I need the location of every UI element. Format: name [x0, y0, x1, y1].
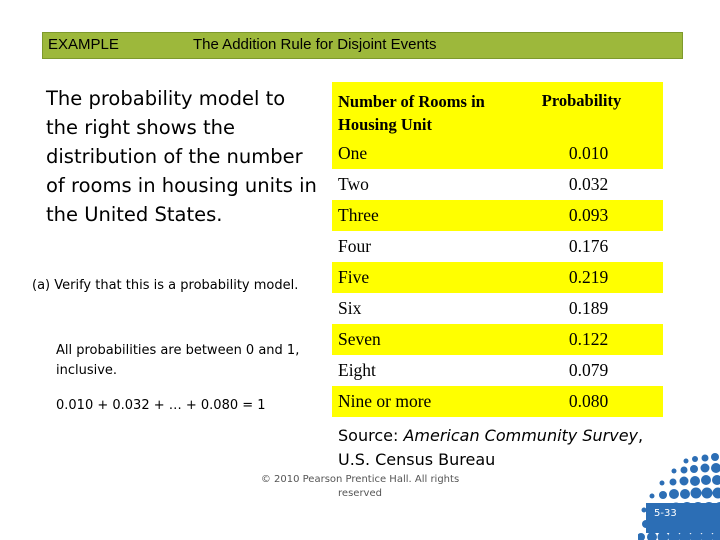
- cell-probability: 0.122: [568, 329, 609, 349]
- cell-rooms: Five: [338, 267, 370, 287]
- header-rooms: Number of Rooms in Housing Unit: [338, 92, 485, 134]
- slide-badge: [638, 453, 720, 540]
- cell-rooms: Two: [338, 174, 369, 194]
- cell-rooms: Eight: [338, 360, 376, 380]
- cell-rooms: Three: [338, 205, 379, 225]
- source-prefix: Source:: [338, 426, 404, 445]
- table-row: [332, 169, 663, 200]
- table-header: [332, 82, 663, 138]
- cell-probability: 0.010: [568, 143, 609, 163]
- cell-rooms: One: [338, 143, 368, 163]
- source-note: [338, 424, 668, 472]
- intro-paragraph: The probability model to the right shows the distribution of the number of rooms in housing units in the United States.: [46, 87, 317, 226]
- dot-grid-icon: [638, 453, 720, 540]
- slide-number: 5-33: [654, 508, 677, 519]
- cell-probability: 0.176: [568, 236, 609, 256]
- example-label: EXAMPLE: [48, 36, 119, 53]
- table-row: [332, 200, 663, 231]
- cell-probability: 0.093: [568, 205, 609, 225]
- table-row: [332, 262, 663, 293]
- table-row: [332, 293, 663, 324]
- table-row: [332, 231, 663, 262]
- source-name: American Community Survey: [403, 426, 639, 445]
- cell-rooms: Four: [338, 236, 372, 256]
- table-row: [332, 324, 663, 355]
- header-probability: Probability: [541, 91, 622, 110]
- cell-rooms: Six: [338, 298, 362, 318]
- cell-probability: 0.189: [568, 298, 609, 318]
- table-row: [332, 386, 663, 417]
- cell-rooms: Nine or more: [338, 391, 432, 411]
- cell-rooms: Seven: [338, 329, 381, 349]
- cell-probability: 0.032: [568, 174, 609, 194]
- probability-table: [332, 82, 663, 417]
- part-a-answer-range: All probabilities are between 0 and 1, inclusive.: [56, 343, 300, 378]
- cell-probability: 0.079: [568, 360, 609, 380]
- source-suffix: , U.S. Census Bureau: [338, 426, 644, 469]
- part-a-question: (a) Verify that this is a probability model.: [32, 278, 299, 293]
- cell-probability: 0.080: [568, 391, 609, 411]
- copyright-notice: © 2010 Pearson Prentice Hall. All rights reserved: [260, 474, 460, 499]
- table-row: [332, 138, 663, 169]
- table-row: [332, 355, 663, 386]
- part-a-answer-sum: 0.010 + 0.032 + … + 0.080 = 1: [56, 398, 266, 413]
- slide-title: The Addition Rule for Disjoint Events: [193, 36, 437, 53]
- cell-probability: 0.219: [568, 267, 609, 287]
